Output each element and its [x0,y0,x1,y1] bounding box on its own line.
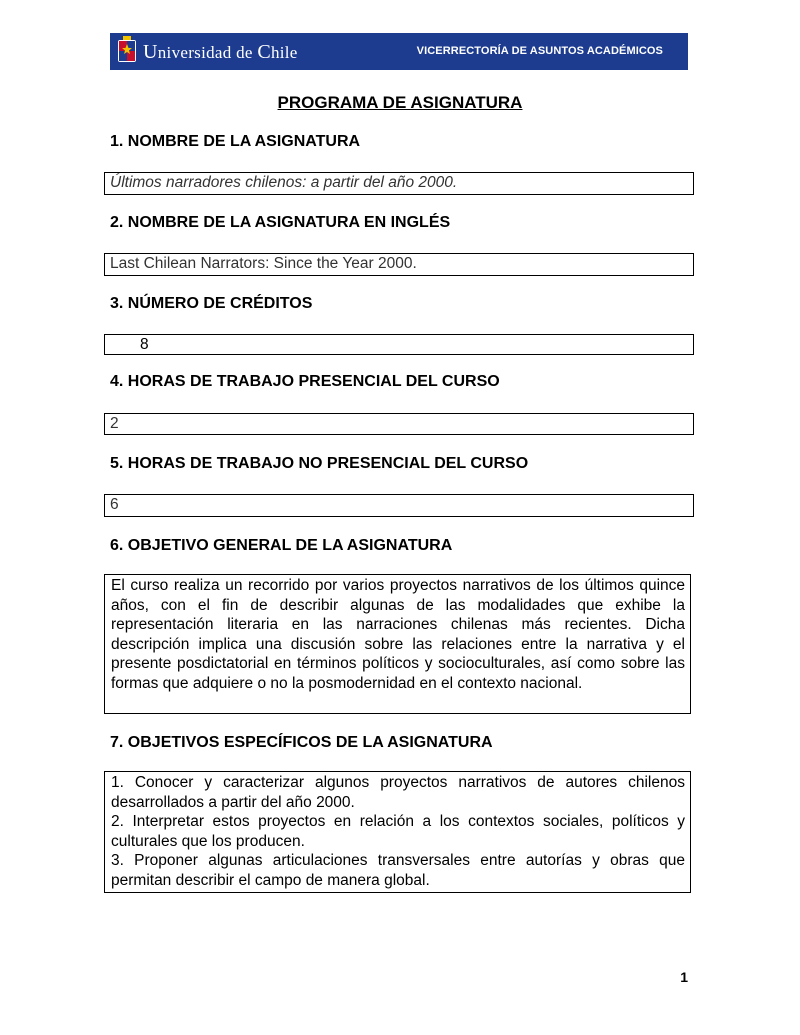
page-number: 1 [680,969,688,985]
university-crest-icon [116,36,138,66]
list-item: 1. Conocer y caracterizar algunos proyectos narrativos de autores chilenos desarrollados a partir del año 2000. [111,774,685,811]
section-4-value: 2 [104,413,694,435]
section-6-heading: 6. OBJETIVO GENERAL DE LA ASIGNATURA [110,537,453,554]
section-7-list [104,771,691,893]
header-banner [110,33,688,70]
section-5-heading: 5. HORAS DE TRABAJO NO PRESENCIAL DEL CURSO [110,455,529,472]
objective-general-text: El curso realiza un recorrido por varios proyectos narrativos de los últimos quince años, con el fin de describir algunas de las modalidades que exhibe la representación literaria en las narraciones chilenas más recientes. Dicha descripción implica una discusión sobre las relaciones entre la narrativa y el presente posdictatorial en términos políticos y socioculturales, así como sobre las formas que adquiere o no la posmodernidad en el contexto nacional. [111,577,685,692]
list-item: 3. Proponer algunas articulaciones transversales entre autorías y obras que permitan describir el campo de manera global. [111,852,685,889]
section-3-value: 8 [104,334,694,355]
section-1-heading: 1. NOMBRE DE LA ASIGNATURA [110,133,361,150]
section-2-heading: 2. NOMBRE DE LA ASIGNATURA EN INGLÉS [110,214,451,231]
section-7-heading: 7. OBJETIVOS ESPECÍFICOS DE LA ASIGNATURA [110,734,493,751]
university-name: Universidad de Chile [143,41,298,63]
section-2-value: Last Chilean Narrators: Since the Year 2000. [104,253,694,276]
section-3-heading: 3. NÚMERO DE CRÉDITOS [110,295,313,312]
section-1-value: Últimos narradores chilenos: a partir del año 2000. [104,172,694,195]
list-item: 2. Interpretar estos proyectos en relación a los contextos sociales, políticos y culturales que los producen. [111,813,685,850]
section-5-value: 6 [104,494,694,517]
section-4-heading: 4. HORAS DE TRABAJO PRESENCIAL DEL CURSO [110,373,500,390]
vicerrectoria-label: VICERRECTORÍA DE ASUNTOS ACADÉMICOS [416,45,663,57]
document-title: PROGRAMA DE ASIGNATURA [277,93,523,112]
section-6-paragraph [104,574,691,714]
